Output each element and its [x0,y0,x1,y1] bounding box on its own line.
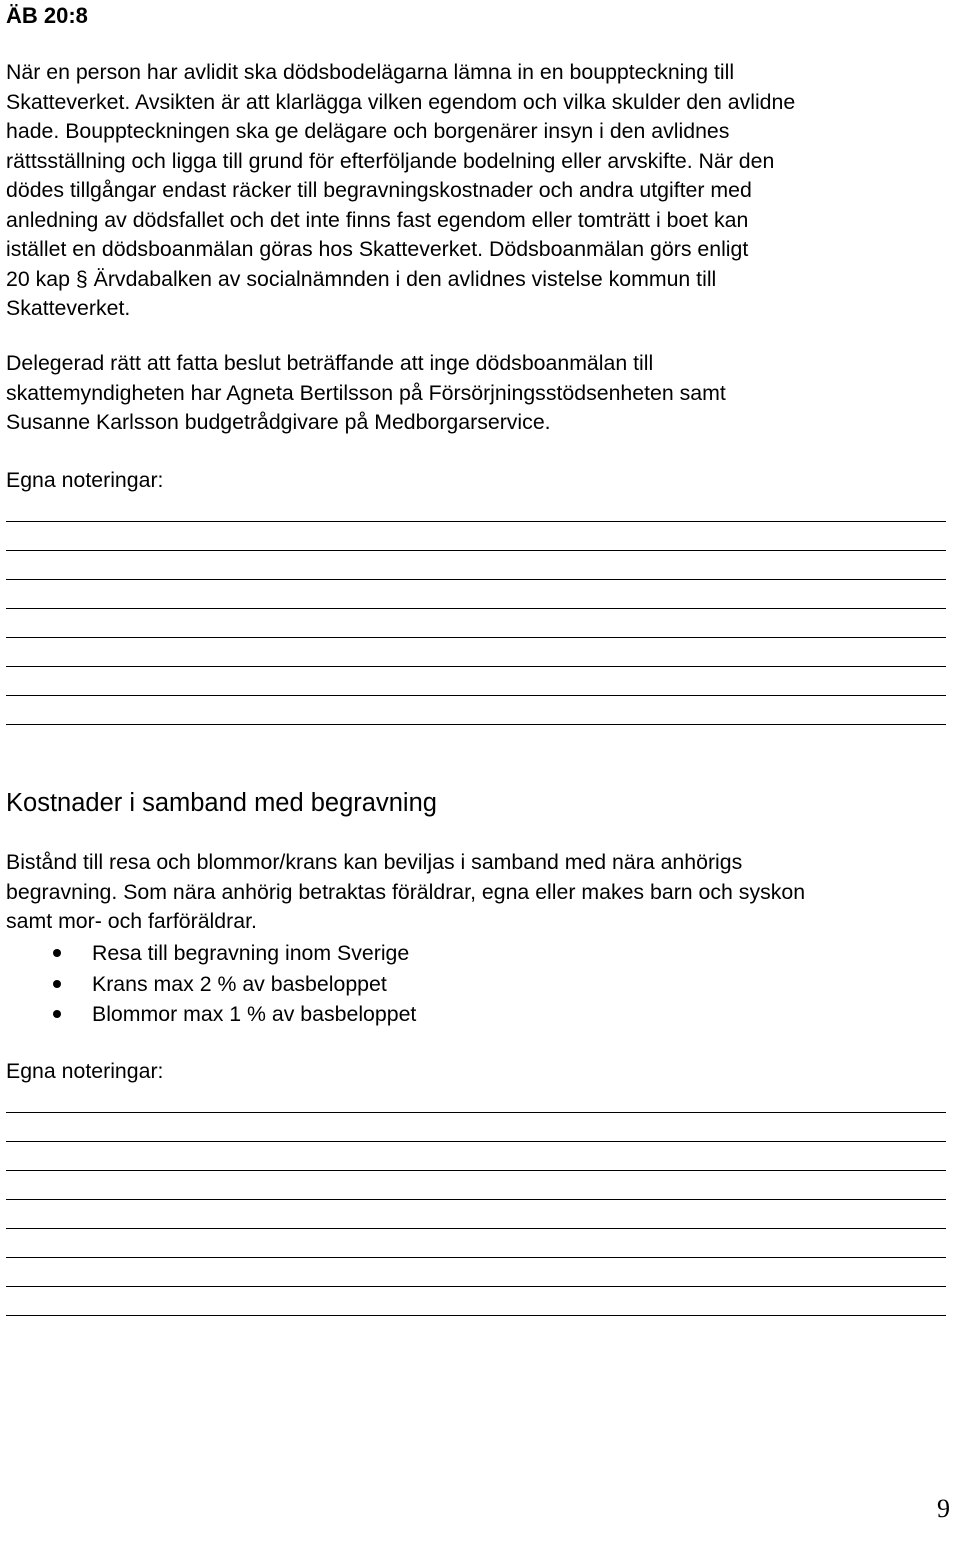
list-item-text: Resa till begravning inom Sverige [92,941,410,965]
section-title: Kostnader i samband med begravning [6,789,437,817]
burial-costs-paragraph [6,848,951,937]
paragraph-line: rättsställning och ligga till grund för efterföljande bodelning eller arvskifte. När den [6,148,775,173]
list-item [0,999,900,1030]
list-item-text: Blommor max 1 % av basbeloppet [92,1002,417,1026]
note-line[interactable] [6,1141,946,1142]
bullet-dot-icon [53,949,61,957]
document-heading: ÄB 20:8 [6,3,88,28]
paragraph-line: Susanne Karlsson budgetrådgivare på Medborgarservice. [6,410,551,434]
note-line[interactable] [6,1286,946,1287]
bouppteckning-paragraph [6,58,951,324]
note-line[interactable] [6,1112,946,1113]
note-line[interactable] [6,608,946,609]
note-line[interactable] [6,724,946,725]
notes-label: Egna noteringar: [6,1059,164,1083]
notes-label: Egna noteringar: [6,468,164,492]
paragraph-line: dödes tillgångar endast räcker till begravningskostnader och andra utgifter med [6,178,752,202]
paragraph-line: Delegerad rätt att fatta beslut beträffande att inge dödsboanmälan till [6,351,654,375]
paragraph-line: samt mor- och farföräldrar. [6,909,257,933]
list-item-text: Krans max 2 % av basbeloppet [92,971,387,996]
paragraph-line: istället en dödsboanmälan göras hos Skatteverket. Dödsboanmälan görs enligt [6,237,749,261]
paragraph-line: 20 kap § Ärvdabalken av socialnämnden i den avlidnes vistelse kommun till [6,266,717,291]
paragraph-line: Skatteverket. Avsikten är att klarlägga vilken egendom och vilka skulder den avlidne [6,89,796,114]
page-number: 9 [937,1494,950,1523]
note-line[interactable] [6,521,946,522]
paragraph-line: anledning av dödsfallet och det inte finns fast egendom eller tomträtt i boet kan [6,207,749,232]
note-line[interactable] [6,579,946,580]
paragraph-line: hade. Bouppteckningen ska ge delägare och borgenärer insyn i den avlidnes [6,119,730,143]
delegation-paragraph [6,349,951,438]
note-line[interactable] [6,1257,946,1258]
paragraph-line: begravning. Som nära anhörig betraktas föräldrar, egna eller makes barn och syskon [6,879,806,904]
list-item [0,938,900,969]
note-line[interactable] [6,637,946,638]
paragraph-line: Bistånd till resa och blommor/krans kan beviljas i samband med nära anhörigs [6,850,743,874]
note-line[interactable] [6,666,946,667]
bullet-list [0,938,900,1030]
note-line[interactable] [6,1315,946,1316]
paragraph-line: Skatteverket. [6,296,131,320]
note-line[interactable] [6,1228,946,1229]
paragraph-line: När en person har avlidit ska dödsbodelägarna lämna in en bouppteckning till [6,60,735,84]
note-line[interactable] [6,1170,946,1171]
note-line[interactable] [6,695,946,696]
paragraph-line: skattemyndigheten har Agneta Bertilsson på Försörjningsstödsenheten samt [6,380,726,405]
note-line[interactable] [6,1199,946,1200]
bullet-dot-icon [53,1010,61,1018]
note-line[interactable] [6,550,946,551]
bullet-dot-icon [53,980,61,988]
list-item [0,969,900,1000]
